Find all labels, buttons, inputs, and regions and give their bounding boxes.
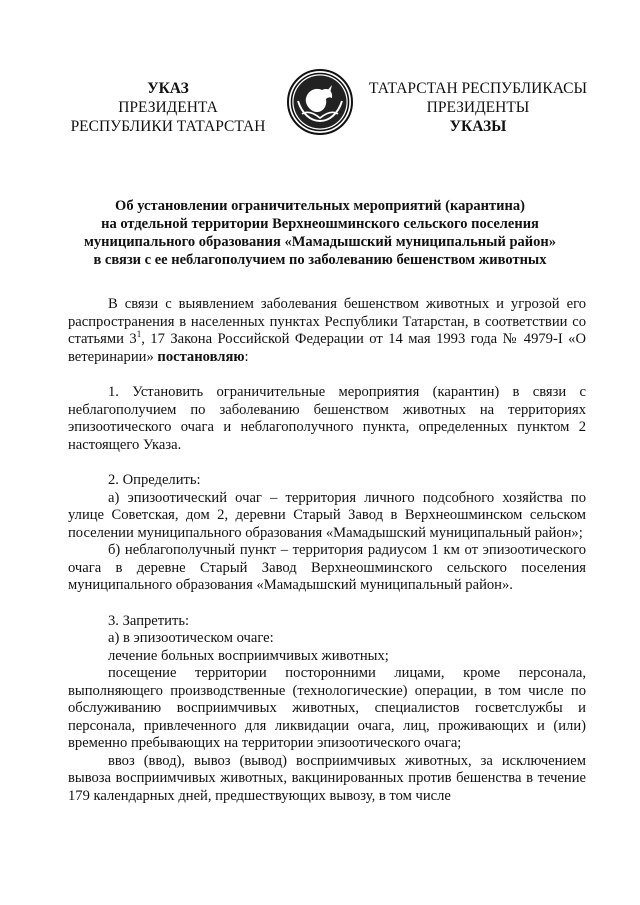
decree-title	[58, 197, 582, 269]
preamble-paragraph	[68, 296, 586, 366]
header-tatar	[368, 79, 588, 136]
item-3a-line-2: посещение территории посторонними лицами, кроме персонала, выполняющего производственные (технологические) операции, в том числе по обслуживанию восприимчивых животных, специалистов госветслужбы и персонала, привлеченного для ликвидации очага, лиц, проживающих и (или) временно пребывающих на территории эпизоотического очага;	[68, 665, 586, 751]
article-superscript: 1	[136, 329, 142, 340]
header-right-line-3: УКАЗЫ	[449, 118, 507, 135]
item-1-paragraph: 1. Установить ограничительные мероприятия (карантин) в связи с неблагополучием по заболеванию бешенством животных на территориях эпизоотического очага и неблагополучного пункта, определенных пунктом 2 настоящего Указа.	[68, 384, 586, 453]
item-3a-line-1: лечение больных восприимчивых животных;	[108, 647, 389, 664]
item-2-heading: 2. Определить:	[108, 472, 201, 488]
decree-body	[68, 296, 586, 805]
header-right-line-1: ТАТАРСТАН РЕСПУБЛИКАСЫ	[369, 80, 587, 97]
title-line-1: Об установлении ограничительных мероприятий (карантина)	[115, 198, 525, 214]
item-3a-line-3: ввоз (ввод), вывоз (вывод) восприимчивых животных, за исключением вывоза восприимчивых животных, вакцинированных против бешенства в течение 179 календарных дней, предшествующих вывозу, в том числе	[68, 752, 586, 804]
title-line-2: на отдельной территории Верхнеошминского сельского поселения	[101, 216, 539, 232]
header-right-line-2: ПРЕЗИДЕНТЫ	[426, 99, 530, 116]
title-line-4: в связи с ее неблагополучием по заболеванию бешенством животных	[93, 252, 547, 268]
title-line-3: муниципального образования «Мамадышский муниципальный район»	[84, 234, 556, 250]
item-2b-paragraph: б) неблагополучный пункт – территория радиусом 1 км от эпизоотического очага в деревне Старый Завод Верхнеошминского сельского поселения муниципального образования «Мамадышский муниципальный район».	[68, 542, 586, 593]
header-russian	[58, 79, 278, 136]
header-left-line-1: УКАЗ	[147, 80, 189, 97]
preamble-resolve-word: постановляю	[157, 348, 245, 365]
preamble-text-2: , 17 Закона Российской Федерации от 14 мая 1993 года № 4979-I «О ветеринарии»	[68, 331, 586, 365]
item-2a-paragraph: а) эпизоотический очаг – территория личного подсобного хозяйства по улице Советская, дом 2, деревни Старый Завод в Верхнеошминском сельском поселении муниципального образования «Мамадышский муниципальный район»;	[68, 489, 586, 541]
coat-of-arms-emblem	[286, 68, 354, 136]
preamble-end: :	[244, 348, 249, 365]
header-left-line-3: РЕСПУБЛИКИ ТАТАРСТАН	[70, 118, 266, 135]
item-3a-heading: а) в эпизоотическом очаге:	[108, 630, 274, 646]
preamble-text-1: В связи с выявлением заболевания бешенством животных и угрозой его распространения в населенных пунктах Республики Татарстан, в соответствии со статьями 3	[68, 296, 586, 347]
header-left-line-2: ПРЕЗИДЕНТА	[118, 99, 218, 116]
item-3-heading: 3. Запретить:	[108, 612, 190, 629]
